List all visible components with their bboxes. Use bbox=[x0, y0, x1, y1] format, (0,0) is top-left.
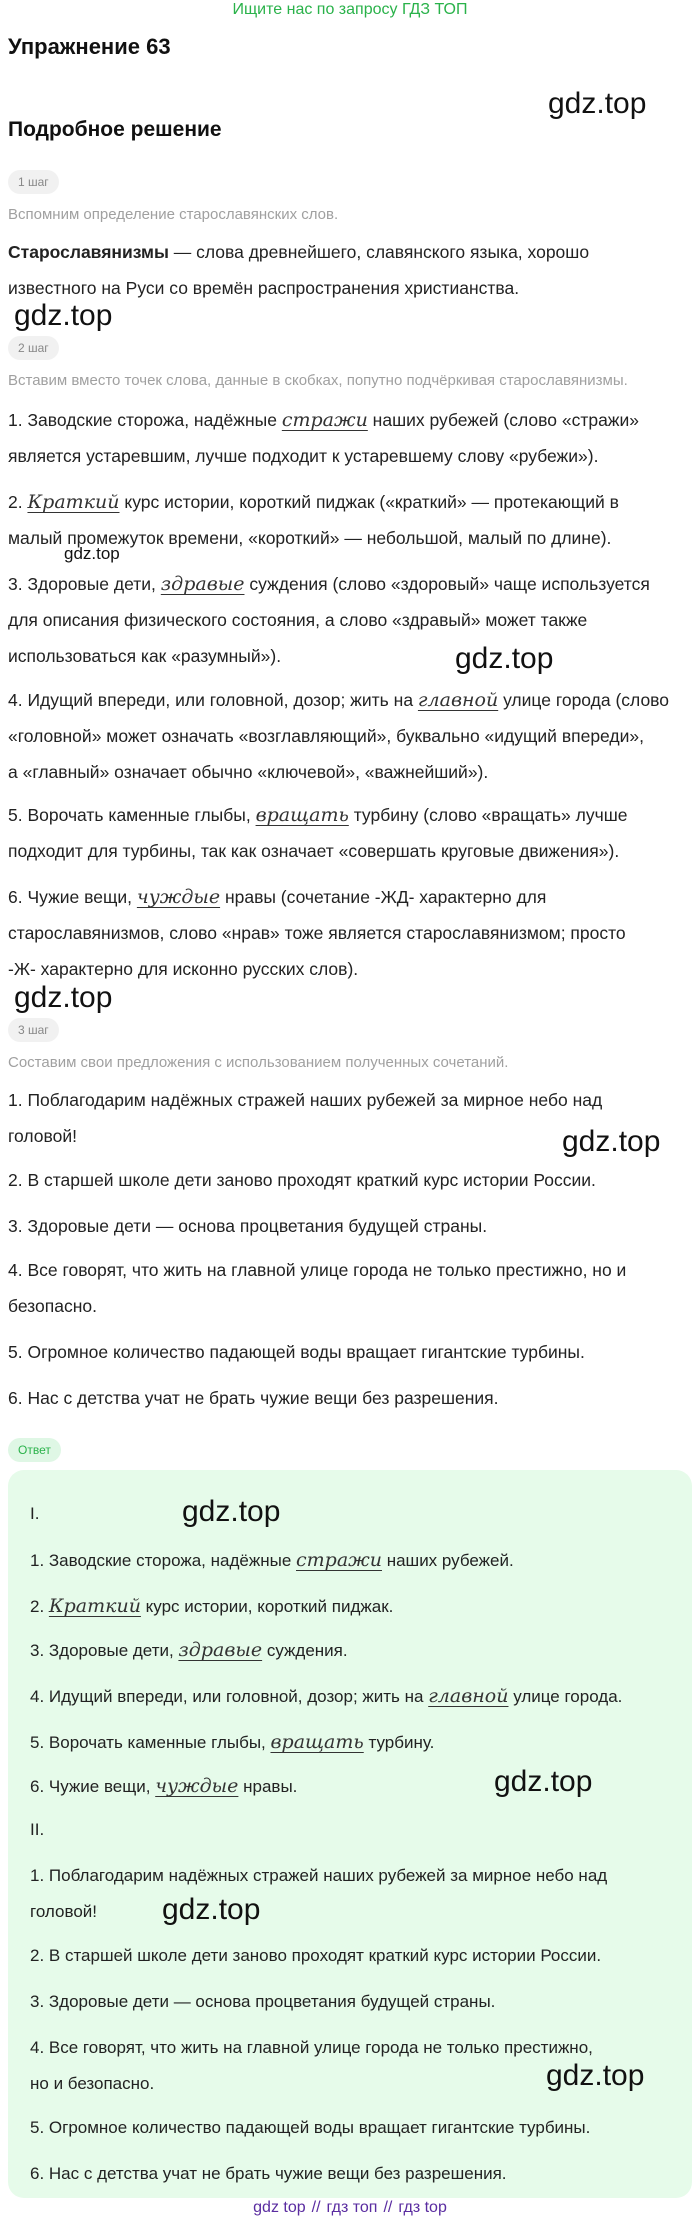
step-badge-1: 1 шаг bbox=[8, 170, 59, 194]
list-item: 6. Чужие вещи, чуждые нравы. bbox=[30, 1775, 298, 1797]
list-item: 4. Все говорят, что жить на главной улице города не только престижно, но и безопасно. bbox=[8, 1260, 627, 1316]
underlined-word: чуждые bbox=[136, 886, 221, 908]
step-badge-2: 2 шаг bbox=[8, 336, 59, 360]
watermark: gdz.top bbox=[546, 2059, 645, 2092]
list-item: 1. Поблагодарим надёжных стражей наших рубежей за мирное небо над головой! bbox=[8, 1090, 603, 1146]
footer-link-3[interactable]: гдз top bbox=[398, 2199, 447, 2216]
underlined-word: здравые bbox=[178, 1639, 263, 1661]
exercise-title: Упражнение 63 bbox=[8, 34, 171, 59]
list-item: 5. Ворочать каменные глыбы, вращать турбину. bbox=[30, 1731, 435, 1753]
list-item: 5. Огромное количество падающей воды вращает гигантские турбины. bbox=[30, 2118, 591, 2137]
list-item: 2. Краткий курс истории, короткий пиджак («краткий» — протекающий в малый промежуток времени, «короткий» — небольшой, малый по длине). bbox=[8, 491, 619, 548]
underlined-word: стражи bbox=[296, 1549, 382, 1571]
step-badge-3: 3 шаг bbox=[8, 1018, 59, 1042]
underlined-word: чуждые bbox=[155, 1775, 239, 1797]
watermark: gdz.top bbox=[14, 299, 113, 332]
list-item: 1. Поблагодарим надёжных стражей наших рубежей за мирное небо над головой! bbox=[30, 1866, 608, 1921]
list-item: 4. Идущий впереди, или головной, дозор; жить на главной улице города. bbox=[30, 1685, 623, 1707]
list-item: 5. Ворочать каменные глыбы, вращать турбину (слово «вращать» лучше подходит для турбины, так как означает «совершать круговые движения»). bbox=[8, 804, 628, 861]
list-item: 3. Здоровые дети — основа процветания будущей страны. bbox=[8, 1216, 488, 1236]
underlined-word: главной bbox=[417, 689, 499, 711]
list-item: 1. Заводские сторожа, надёжные стражи наших рубежей. bbox=[30, 1549, 514, 1571]
watermark: gdz.top bbox=[548, 87, 647, 120]
list-item: 5. Огромное количество падающей воды вращает гигантские турбины. bbox=[8, 1342, 585, 1362]
underlined-word: стражи bbox=[281, 409, 368, 431]
watermark: gdz.top bbox=[182, 1495, 281, 1528]
list-item: 3. Здоровые дети — основа процветания будущей страны. bbox=[30, 1992, 496, 2011]
footer-link-1[interactable]: gdz top bbox=[253, 2199, 306, 2216]
watermark: gdz.top bbox=[14, 981, 113, 1014]
list-item: 3. Здоровые дети, здравые суждения. bbox=[30, 1639, 348, 1661]
footer-link-2[interactable]: гдз топ bbox=[326, 2199, 378, 2216]
answer-part-2-label: II. bbox=[30, 1820, 45, 1839]
answer-part-1-label: I. bbox=[30, 1504, 40, 1523]
watermark: gdz.top bbox=[455, 642, 554, 675]
list-item: 6. Нас с детства учат не брать чужие вещи без разрешения. bbox=[8, 1388, 499, 1408]
list-item: 3. Здоровые дети, здравые суждения (слово «здоровый» чаще используется для описания физического состояния, а слово «здравый» может также использоваться как «разумный»). bbox=[8, 573, 650, 666]
definition-term: Старославянизмы bbox=[8, 242, 169, 262]
underlined-word: Краткий bbox=[27, 491, 120, 513]
search-banner[interactable]: Ищите нас по запросу ГДЗ ТОП bbox=[232, 1, 468, 18]
list-item: 4. Идущий впереди, или головной, дозор; жить на главной улице города (слово «головной» может означать «возглавляющий», буквально «идущий впереди», а «главный» означает обычно «ключевой», «важнейший»). bbox=[8, 689, 670, 782]
list-item: 2. В старшей школе дети заново проходят краткий курс истории России. bbox=[30, 1946, 602, 1965]
step-3-hint: Составим свои предложения с использованием полученных сочетаний. bbox=[8, 1054, 509, 1071]
list-item: 4. Все говорят, что жить на главной улице города не только престижно, но и безопасно. bbox=[30, 2038, 593, 2093]
watermark: gdz.top bbox=[162, 1893, 261, 1926]
watermark: gdz.top bbox=[562, 1125, 661, 1158]
answer-badge: Ответ bbox=[8, 1438, 61, 1462]
watermark: gdz.top bbox=[494, 1765, 593, 1798]
underlined-word: Краткий bbox=[48, 1595, 141, 1617]
list-item: 6. Чужие вещи, чуждые нравы (сочетание -ЖД- характерно для старославянизмов, слово «нрав» тоже является старославянизмом; просто -Ж- характерно для исконно русских слов). bbox=[8, 886, 626, 979]
underlined-word: вращать bbox=[270, 1731, 364, 1753]
watermark-small: gdz.top bbox=[64, 544, 120, 563]
underlined-word: главной bbox=[428, 1685, 509, 1707]
list-item: 2. Краткий курс истории, короткий пиджак. bbox=[30, 1595, 394, 1617]
list-item: 2. В старшей школе дети заново проходят краткий курс истории России. bbox=[8, 1170, 596, 1190]
step-1-hint: Вспомним определение старославянских слов. bbox=[8, 206, 339, 223]
footer-links: gdz top // гдз топ // гдз top bbox=[253, 2199, 447, 2216]
list-item: 6. Нас с детства учат не брать чужие вещи без разрешения. bbox=[30, 2164, 507, 2183]
step-2-hint: Вставим вместо точек слова, данные в скобках, попутно подчёркивая старославянизмы. bbox=[8, 372, 628, 389]
underlined-word: здравые bbox=[160, 573, 245, 595]
underlined-word: вращать bbox=[255, 804, 349, 826]
solution-title: Подробное решение bbox=[8, 118, 222, 141]
definition-paragraph: Старославянизмы — слова древнейшего, славянского языка, хорошо известного на Руси со времён распространения христианства. bbox=[8, 242, 590, 298]
list-item: 1. Заводские сторожа, надёжные стражи наших рубежей (слово «стражи» является устаревшим, лучше подходит к устаревшему слову «рубежи»). bbox=[8, 409, 640, 466]
